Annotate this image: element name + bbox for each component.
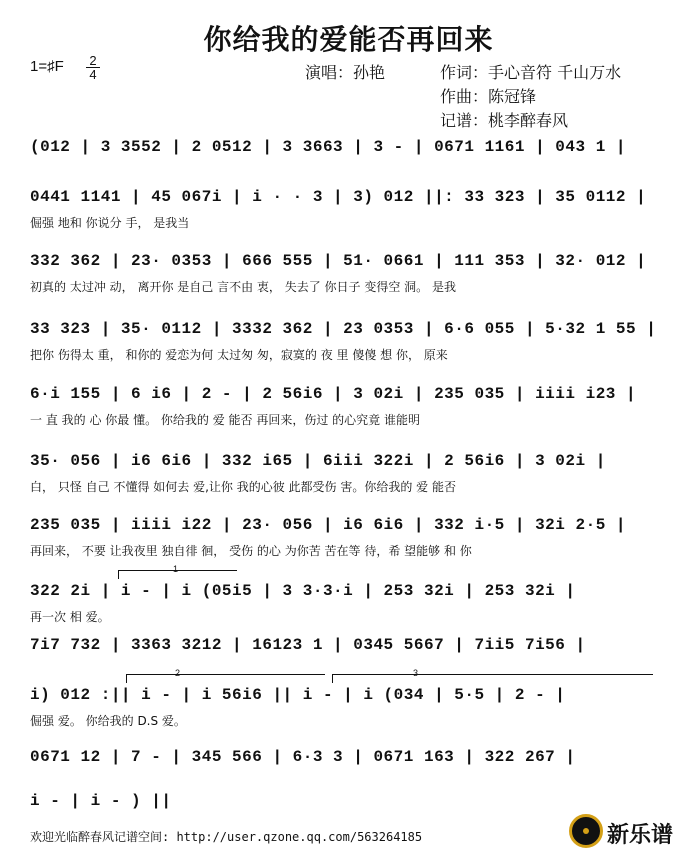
site-logo[interactable]	[565, 812, 690, 852]
volta-label-2: 2	[175, 668, 181, 678]
system-10-lyrics: 倔强 爱。 你给我的 D.S 爱。	[30, 714, 186, 728]
system-6-lyrics: 白， 只怪 自己 不懂得 如何去 爱,让你 我的心彼 此都受伤 害。你给我的 爱 能否	[30, 480, 456, 494]
staff-system-7	[30, 516, 670, 576]
composer-credit: 作曲：陈冠锋	[440, 87, 537, 106]
system-1-notes: (012 | 3 3552 | 2 0512 | 3 3663 | 3 - | 0671 1161 | 043 1 |	[30, 138, 626, 156]
system-5-lyrics: 一 直 我的 心 你最 懂。 你给我的 爱 能否 再回来，伤过 的心究竟 谁能明	[30, 413, 420, 427]
key-signature: 1=♯F	[30, 58, 64, 75]
system-3-notes: 332 362 | 23· 0353 | 666 555 | 51· 0661 | 111 353 | 32· 012 |	[30, 252, 647, 270]
lyricist-credit: 作词：手心音符 千山万水	[440, 63, 622, 82]
song-title: 你给我的爱能否再回来	[203, 23, 494, 56]
logo-text: 新乐谱	[607, 823, 674, 848]
system-8-lyrics: 再一次 相 爱。	[30, 610, 110, 624]
time-signature-bottom: 4	[89, 67, 97, 82]
system-4-lyrics: 把你 伤得太 重， 和你的 爱恋为何 太过匆 匆，寂寞的 夜 里 傻傻 想 你， 原来	[30, 348, 448, 362]
system-7-notes: 235 035 | iiii i22 | 23· 056 | i6 6i6 | 332 i·5 | 32i 2·5 |	[30, 516, 626, 534]
system-3-lyrics: 初真的 太过冲 动， 离开你 是自己 言不由 衷， 失去了 你日子 变得空 洞。 是我	[30, 280, 456, 294]
footer-credit: 欢迎光临醉春风记谱空间: http://user.qzone.qq.com/563264185	[30, 830, 423, 844]
volta-bracket-2	[126, 668, 325, 683]
volta-bracket-3	[332, 668, 653, 683]
system-8-notes: 322 2i | i - | i (05i5 | 3 3·3·i | 253 32i | 253 32i |	[30, 582, 576, 600]
time-signature-top: 2	[89, 53, 97, 68]
volta-label-3: 3	[413, 668, 419, 678]
transcriber-credit: 记谱：桃李醉春风	[440, 111, 569, 130]
volta-label-1: 1	[173, 564, 179, 574]
volta-bracket-1	[118, 564, 237, 579]
system-7-lyrics: 再回来， 不要 让我夜里 独自徘 徊， 受伤 的心 为你苦 苦在等 待，希 望能够 和 你	[30, 544, 472, 558]
singer-credit: 演唱：孙艳	[305, 63, 386, 82]
staff-system-2	[30, 188, 670, 248]
system-10-notes: i) 012 :|| i - | i 56i6 || i - | i (034 | 5·5 | 2 - |	[30, 686, 566, 704]
staff-system-5	[30, 385, 670, 445]
system-4-notes: 33 323 | 35· 0112 | 3332 362 | 23 0353 | 6·6 055 | 5·32 1 55 |	[30, 320, 657, 338]
staff-system-6	[30, 452, 670, 512]
time-signature	[86, 55, 100, 80]
record-disc-icon	[569, 814, 603, 848]
system-5-notes: 6·i 155 | 6 i6 | 2 - | 2 56i6 | 3 02i | 235 035 | iiii i23 |	[30, 385, 637, 403]
system-12-notes: i - | i - ) ||	[30, 792, 172, 810]
system-2-lyrics: 倔强 地和 你说分 手， 是我当	[30, 216, 190, 230]
staff-system-10	[30, 668, 670, 746]
system-11-notes: 0671 12 | 7 - | 345 566 | 6·3 3 | 0671 163 | 322 267 |	[30, 748, 576, 766]
system-2-notes: 0441 1141 | 45 067i | i · · 3 | 3) 012 ||: 33 323 | 35 0112 |	[30, 188, 647, 206]
staff-system-8	[30, 564, 670, 642]
staff-system-4	[30, 320, 670, 380]
system-9-notes: 7i7 732 | 3363 3212 | 16123 1 | 0345 5667 | 7ii5 7i56 |	[30, 636, 586, 654]
staff-system-3	[30, 252, 670, 312]
system-6-notes: 35· 056 | i6 6i6 | 332 i65 | 6iii 322i | 2 56i6 | 3 02i |	[30, 452, 606, 470]
